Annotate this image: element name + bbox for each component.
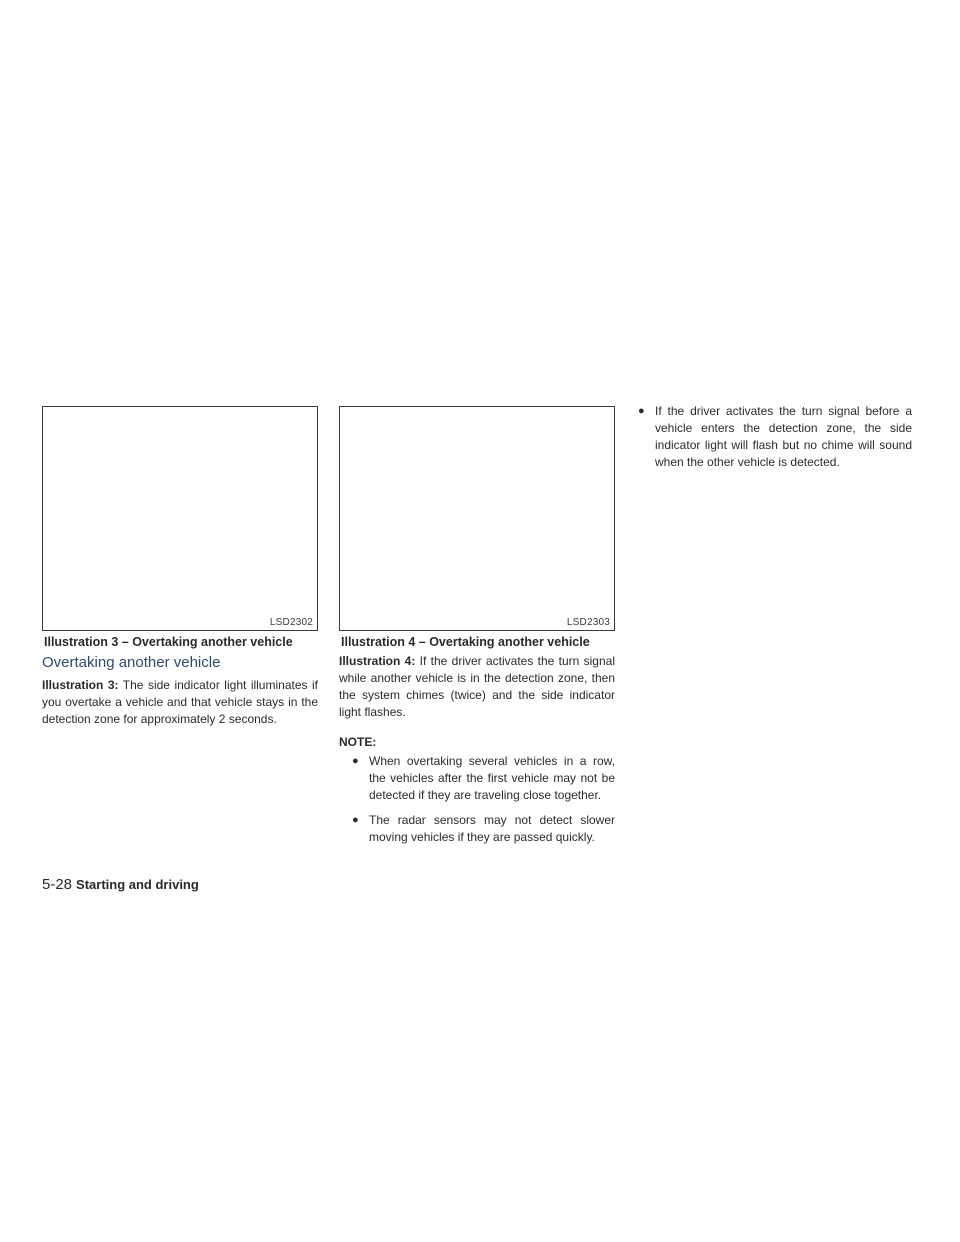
list-item-text: The radar sensors may not detect slower moving vehicles if they are passed quickly. [369,813,615,844]
paragraph-lead: Illustration 3: [42,678,119,692]
section-title: Overtaking another vehicle [42,654,221,671]
illustration-4-image [339,406,615,631]
bullet-icon: ● [638,405,645,417]
bullet-icon: ● [352,814,359,826]
figure-code: LSD2302 [269,617,313,628]
figure-code: LSD2303 [566,617,610,628]
paragraph-lead: Illustration 4: [339,654,416,668]
column-right [636,403,912,479]
page-number: 5-28 [42,876,73,893]
paragraph-text: The side indicator light illuminates if you overtake a vehicle and that vehicle stays in the detection zone for approximately 2 seconds. [42,678,318,726]
column-left [42,406,318,728]
list-item-text: When overtaking several vehicles in a row, the vehicles after the first vehicle may not be detected if they are traveling close together. [369,754,615,802]
note-list [339,753,615,846]
list-item-text: If the driver activates the turn signal before a vehicle enters the detection zone, the side indicator light will flash but no chime will sound when the other vehicle is detected. [655,404,912,469]
note-heading: NOTE: [339,735,377,749]
page-footer [42,876,199,894]
paragraph-text: If the driver activates the turn signal while another vehicle is in the detection zone, then the system chimes (twice) and the side indicator light flashes. [339,654,615,719]
paragraph-illustration-4 [339,653,615,721]
figure-caption: Illustration 4 – Overtaking another vehicle [341,635,590,649]
paragraph-illustration-3 [42,677,318,728]
bullet-icon: ● [352,755,359,767]
list-item [352,812,615,846]
column-middle [339,406,615,854]
list-item [352,753,615,804]
illustration-3-image [42,406,318,631]
figure-caption: Illustration 3 – Overtaking another vehicle [44,635,293,649]
list-item [638,403,912,471]
note-list-continued [636,403,912,471]
chapter-title: Starting and driving [76,877,199,892]
